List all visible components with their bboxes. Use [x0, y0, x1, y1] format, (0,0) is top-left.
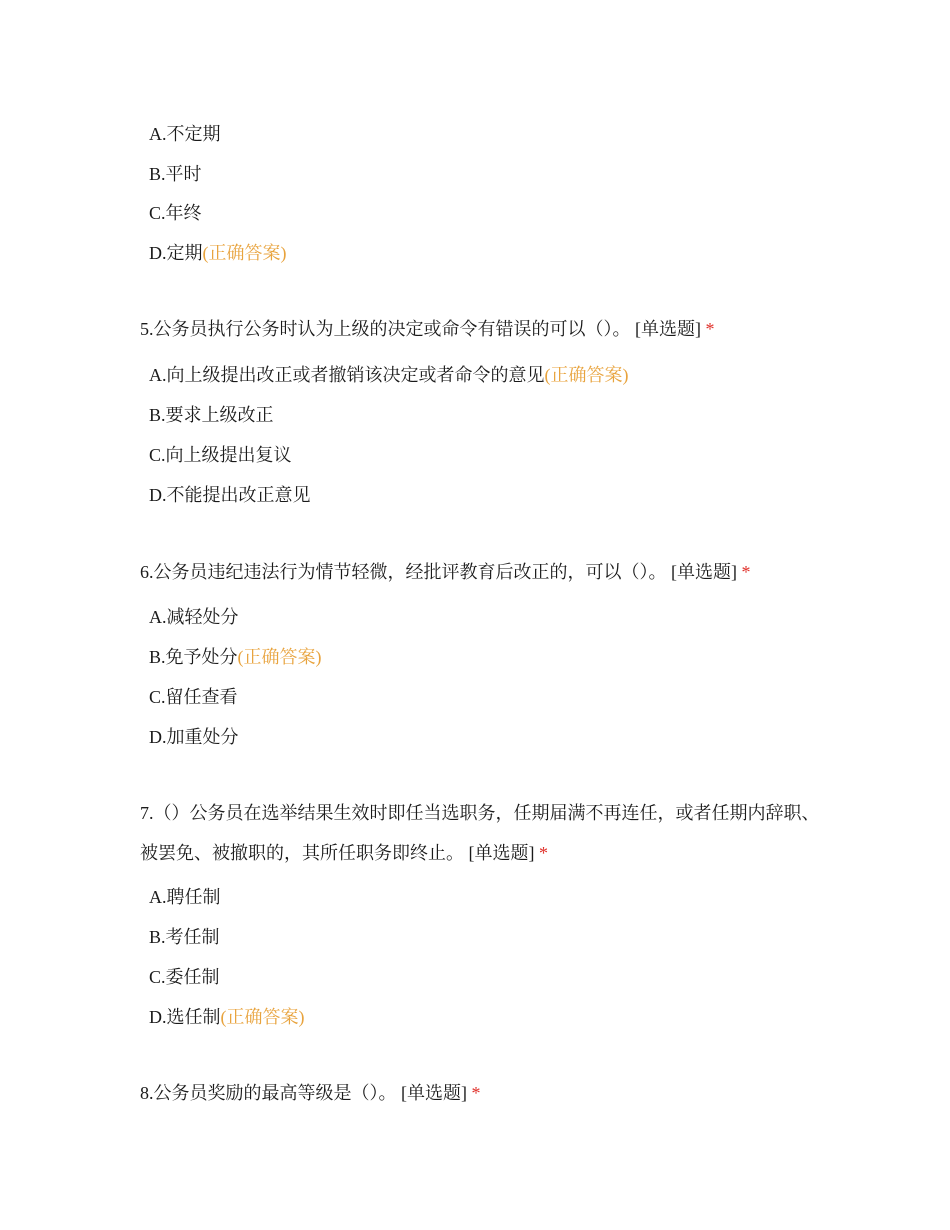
option-c [149, 685, 238, 709]
option-letter: A. [149, 887, 167, 907]
option-text: 不能提出改正意见 [166, 485, 311, 505]
option-d [149, 241, 287, 265]
option-letter: C. [149, 445, 166, 465]
required-star: * [741, 562, 751, 582]
option-text: 聘任制 [166, 887, 221, 907]
option-letter: C. [149, 203, 166, 223]
option-text: 选任制 [166, 1007, 221, 1027]
option-letter: B. [149, 164, 166, 184]
question-5-title [140, 317, 715, 341]
option-b [149, 645, 322, 669]
option-text: 向上级提出复议 [165, 445, 292, 465]
question-text: 8.公务员奖励的最高等级是（）。 [140, 1083, 397, 1103]
option-text: 年终 [165, 203, 202, 223]
option-text: 加重处分 [166, 727, 239, 747]
option-letter: D. [149, 1007, 167, 1027]
question-6-title [140, 560, 751, 584]
option-c [149, 201, 202, 225]
question-text: 6.公务员违纪违法行为情节轻微，经批评教育后改正的，可以（）。 [140, 562, 667, 582]
option-d [149, 483, 311, 507]
correct-answer-tag: (正确答案) [220, 1007, 305, 1027]
option-d [149, 1005, 305, 1029]
option-c [149, 443, 292, 467]
option-b [149, 403, 274, 427]
option-letter: C. [149, 687, 166, 707]
correct-answer-tag: (正确答案) [202, 243, 287, 263]
option-c [149, 965, 220, 989]
option-text: 委任制 [165, 967, 220, 987]
correct-answer-tag: (正确答案) [544, 365, 629, 385]
required-star: * [471, 1083, 481, 1103]
question-type-tag: [单选题] [401, 1083, 467, 1103]
option-letter: D. [149, 243, 167, 263]
option-letter: B. [149, 927, 166, 947]
option-text: 平时 [165, 164, 202, 184]
option-b [149, 925, 220, 949]
question-type-tag: [单选题] [468, 843, 535, 863]
option-letter: C. [149, 967, 166, 987]
option-text: 留任查看 [165, 687, 238, 707]
question-7-title [140, 793, 820, 873]
option-text: 不定期 [166, 124, 221, 144]
option-letter: D. [149, 485, 167, 505]
option-a [149, 885, 221, 909]
option-a [149, 363, 629, 387]
option-text: 免予处分 [165, 647, 238, 667]
option-d [149, 725, 239, 749]
question-type-tag: [单选题] [671, 562, 737, 582]
required-star: * [539, 843, 548, 863]
required-star: * [705, 319, 715, 339]
option-a [149, 122, 221, 146]
option-text: 定期 [166, 243, 203, 263]
option-letter: A. [149, 365, 167, 385]
option-letter: B. [149, 647, 166, 667]
option-letter: A. [149, 607, 167, 627]
option-letter: A. [149, 124, 167, 144]
option-text: 向上级提出改正或者撤销该决定或者命令的意见 [166, 365, 545, 385]
option-text: 要求上级改正 [165, 405, 274, 425]
question-type-tag: [单选题] [635, 319, 701, 339]
option-letter: D. [149, 727, 167, 747]
question-text: 5.公务员执行公务时认为上级的决定或命令有错误的可以（）。 [140, 319, 631, 339]
correct-answer-tag: (正确答案) [237, 647, 322, 667]
option-letter: B. [149, 405, 166, 425]
question-8-title [140, 1081, 481, 1105]
option-text: 考任制 [165, 927, 220, 947]
question-text: 7.（）公务员在选举结果生效时即任当选职务，任期届满不再连任，或者任期内辞职、被罢免、被撤职的，其所任职务即终止。 [140, 803, 820, 863]
option-a [149, 605, 239, 629]
option-b [149, 162, 202, 186]
option-text: 减轻处分 [166, 607, 239, 627]
